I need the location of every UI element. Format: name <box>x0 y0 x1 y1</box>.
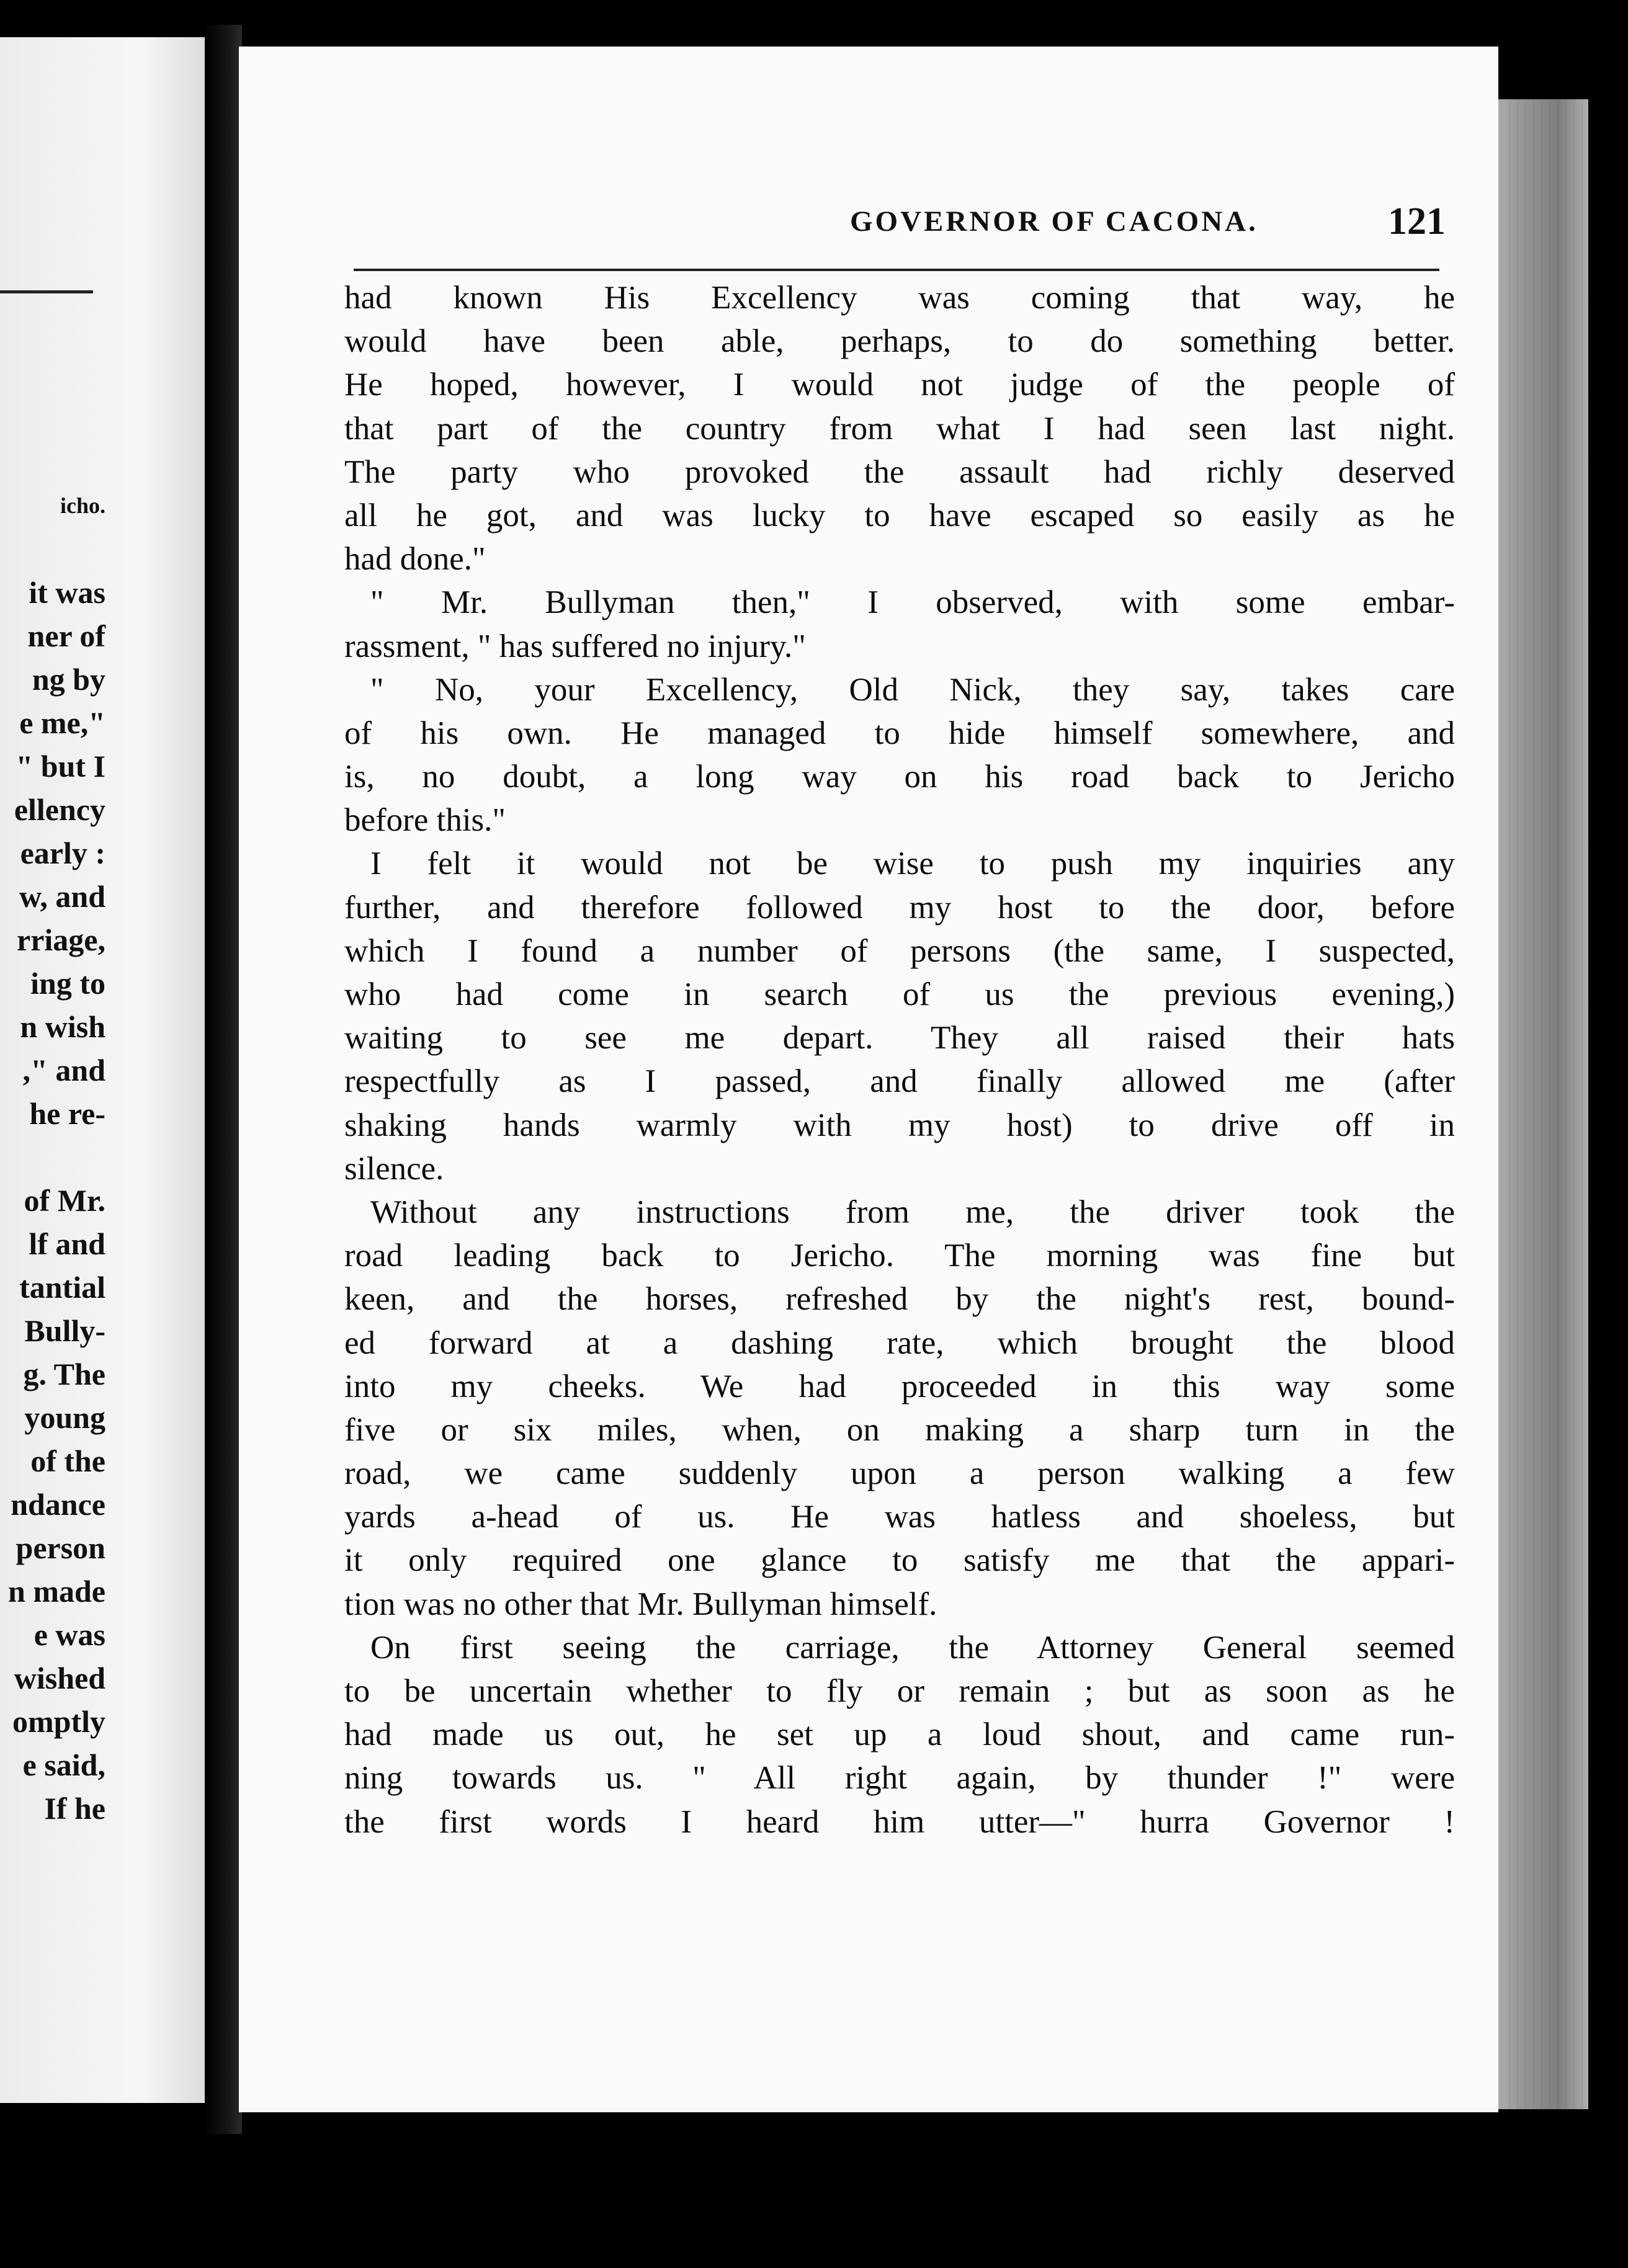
previous-page-line: e said, <box>22 1748 105 1782</box>
book-page <box>239 47 1498 2112</box>
text-line: Without any instructions from me, the driver took the <box>370 1194 1455 1230</box>
previous-page-line: icho. <box>60 493 105 518</box>
text-line: He hoped, however, I would not judge of the people of <box>344 367 1455 403</box>
text-line: had made us out, he set up a loud shout, and came run- <box>344 1717 1455 1753</box>
text-line: before this." <box>344 802 506 839</box>
text-line: I felt it would not be wise to push my inquiries any <box>370 846 1455 882</box>
text-line: silence. <box>344 1150 444 1187</box>
previous-page-line: e me," <box>19 705 105 740</box>
text-line: shaking hands warmly with my host) to drive off in <box>344 1107 1455 1143</box>
previous-page-line: of Mr. <box>24 1183 105 1218</box>
previous-page-sliver <box>0 37 205 2103</box>
previous-page-line: ing to <box>30 966 105 1001</box>
book-gutter <box>205 25 242 2134</box>
header-rule <box>354 269 1439 271</box>
text-line: all he got, and was lucky to have escaped so easily as he <box>344 497 1455 534</box>
text-line: " Mr. Bullyman then," I observed, with some embar- <box>370 584 1455 621</box>
text-line: which I found a number of persons (the same, I suspected, <box>344 932 1455 969</box>
text-line: five or six miles, when, on making a sharp turn in the <box>344 1411 1455 1448</box>
previous-page-line: omptly <box>12 1704 105 1739</box>
previous-page-text <box>8 484 105 1830</box>
text-line: further, and therefore followed my host to the door, before <box>344 889 1455 926</box>
text-line: ning towards us. " All right again, by thunder !" were <box>344 1760 1455 1797</box>
previous-page-line: ner of <box>27 618 105 653</box>
previous-page-line: rriage, <box>17 922 105 957</box>
previous-page-line: wished <box>14 1661 105 1695</box>
text-line: that part of the country from what I had seen last night. <box>344 410 1455 447</box>
text-line: who had come in search of us the previous evening,) <box>344 976 1455 1012</box>
previous-page-line: he re- <box>29 1096 105 1131</box>
running-head: GOVERNOR OF CACONA. <box>850 205 1258 238</box>
previous-page-line: g. The <box>23 1357 105 1391</box>
previous-page-line: n made <box>8 1574 105 1609</box>
previous-page-rule <box>0 290 93 293</box>
previous-page-line: If he <box>44 1791 105 1826</box>
text-line: to be uncertain whether to fly or remain ; but as soon as he <box>344 1673 1455 1709</box>
previous-page-line: ng by <box>32 662 105 697</box>
previous-page-line: it was <box>29 575 105 610</box>
previous-page-line: e was <box>34 1617 105 1652</box>
text-line: would have been able, perhaps, to do something better. <box>344 323 1455 360</box>
previous-page-line: ," and <box>22 1053 105 1087</box>
previous-page-line: tantial <box>19 1270 105 1305</box>
previous-page-line: n wish <box>20 1009 105 1044</box>
previous-page-line: ellency <box>14 792 105 827</box>
text-line: On first seeing the carriage, the Attorney General seemed <box>370 1629 1455 1666</box>
text-line: keen, and the horses, refreshed by the night's rest, bound- <box>344 1281 1455 1318</box>
previous-page-line: early : <box>20 836 105 870</box>
text-line: respectfully as I passed, and finally allowed me (after <box>344 1063 1455 1100</box>
page-header <box>354 200 1446 254</box>
previous-page-line: lf and <box>29 1226 105 1261</box>
previous-page-line: young <box>24 1400 105 1435</box>
text-line: of his own. He managed to hide himself somewhere, and <box>344 715 1455 751</box>
previous-page-line: Bully- <box>24 1313 105 1348</box>
text-line: into my cheeks. We had proceeded in this way some <box>344 1368 1455 1404</box>
text-line: ed forward at a dashing rate, which brought the blood <box>344 1324 1455 1361</box>
page-number: 121 <box>1388 200 1446 243</box>
text-line: " No, your Excellency, Old Nick, they say, takes care <box>370 671 1455 708</box>
body-text <box>344 276 1455 1844</box>
text-line: had known His Excellency was coming that way, he <box>344 280 1455 316</box>
text-line: waiting to see me depart. They all raised their hats <box>344 1020 1455 1056</box>
previous-page-line: w, and <box>19 879 105 914</box>
text-line: road, we came suddenly upon a person walking a few <box>344 1455 1455 1492</box>
text-line: yards a-head of us. He was hatless and shoeless, but <box>344 1499 1455 1535</box>
text-line: tion was no other that Mr. Bullyman himself. <box>344 1586 937 1622</box>
text-line: it only required one glance to satisfy me that the appari- <box>344 1542 1455 1579</box>
text-line: had done." <box>344 541 486 578</box>
text-line: is, no doubt, a long way on his road back to Jericho <box>344 759 1455 795</box>
previous-page-line <box>8 1135 105 1179</box>
text-line: The party who provoked the assault had richly deserved <box>344 453 1455 490</box>
text-line: road leading back to Jericho. The morning was fine but <box>344 1238 1455 1274</box>
previous-page-line: " but I <box>16 749 105 784</box>
previous-page-line: of the <box>30 1444 105 1478</box>
text-line: the first words I heard him utter—" hurra Governor ! <box>344 1803 1455 1840</box>
text-line: rassment, " has suffered no injury." <box>344 628 806 664</box>
previous-page-line: ndance <box>11 1487 105 1522</box>
previous-page-line <box>8 527 105 571</box>
previous-page-line: person <box>16 1530 105 1565</box>
